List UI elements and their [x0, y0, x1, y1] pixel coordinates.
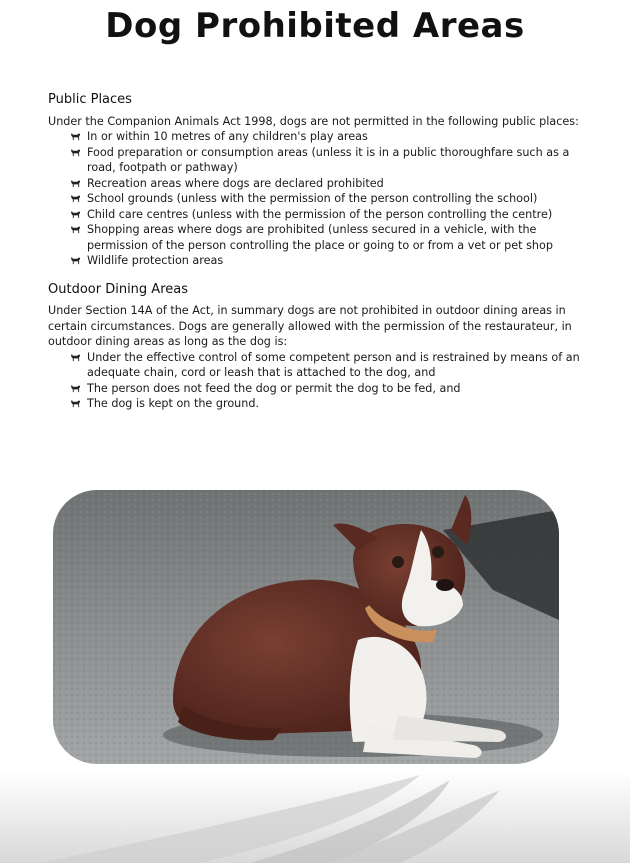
- list-item: The dog is kept on the ground.: [70, 396, 588, 412]
- page-title: Dog Prohibited Areas: [105, 6, 525, 46]
- list-item: School grounds (unless with the permission of the person controlling the school): [70, 191, 588, 207]
- dog-silhouette-icon: [70, 384, 81, 393]
- dog-silhouette-icon: [70, 399, 81, 408]
- list-item: In or within 10 metres of any children's play areas: [70, 129, 588, 145]
- section-intro-outdoor-dining: Under Section 14A of the Act, in summary dogs are not prohibited in outdoor dining areas in certain circumstances. Dogs are generally allowed with the permission of the restaurateur, in outdoor dining areas as long as the dog is:: [48, 304, 572, 348]
- dog-silhouette-icon: [70, 256, 81, 265]
- list-item: Shopping areas where dogs are prohibited (unless secured in a vehicle, with the permission of the person controlling the place or going to or from a vet or pet shop: [70, 222, 588, 253]
- list-item: Under the effective control of some competent person and is restrained by means of an adequate chain, cord or leash that is attached to the dog, and: [70, 350, 588, 381]
- dog-silhouette-icon: [70, 194, 81, 203]
- section-heading-outdoor-dining: Outdoor Dining Areas: [48, 281, 188, 297]
- main-content: [48, 92, 588, 412]
- dog-silhouette-icon: [70, 225, 81, 234]
- dog-silhouette-icon: [70, 210, 81, 219]
- section-heading-public-places: Public Places: [48, 92, 132, 107]
- dog-photo: [53, 490, 559, 764]
- public-places-list: [70, 129, 588, 269]
- dog-silhouette-icon: [70, 353, 81, 362]
- list-item: The person does not feed the dog or permit the dog to be fed, and: [70, 381, 588, 397]
- list-item: Food preparation or consumption areas (unless it is in a public thoroughfare such as a road, footpath or pathway): [70, 145, 588, 176]
- section-intro-public-places: Under the Companion Animals Act 1998, dogs are not permitted in the following public places:: [48, 114, 579, 128]
- outdoor-dining-list: [70, 350, 588, 412]
- dog-silhouette-icon: [70, 148, 81, 157]
- list-item: Wildlife protection areas: [70, 253, 588, 269]
- dog-silhouette-icon: [70, 132, 81, 141]
- list-item: Child care centres (unless with the permission of the person controlling the centre): [70, 207, 588, 223]
- footer-leaf-decoration: [0, 770, 630, 863]
- list-item: Recreation areas where dogs are declared prohibited: [70, 176, 588, 192]
- dog-silhouette-icon: [70, 179, 81, 188]
